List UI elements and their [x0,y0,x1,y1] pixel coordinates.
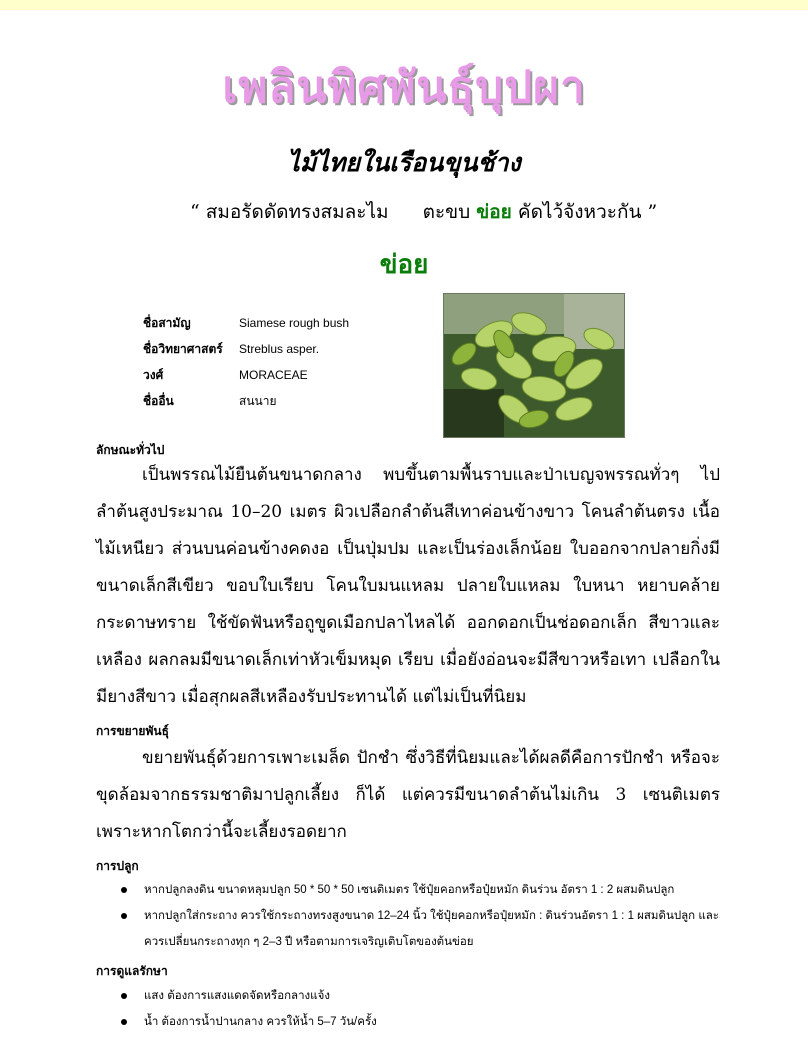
list-item: หากปลูกลงดิน ขนาดหลุมปลูก 50 * 50 * 50 เซนติเมตร ใช้ปุ๋ยคอกหรือปุ๋ยหมัก ดินร่วน อัตรา 1 : 2 ผสมดินปลูก [96,877,736,903]
info-label: ชื่อวิทยาศาสตร์ [143,341,223,356]
info-row-common-name [143,310,349,336]
info-value: Streblus asper. [239,342,320,356]
info-row-family [143,362,349,388]
propagation-description: ขยายพันธุ์ด้วยการเพาะเมล็ด ปักชำ ซึ่งวิธีที่นิยมและได้ผลดีคือการปักชำ หรือจะขุดล้อมจากธรรมชาติมาปลูกเลี้ยง ก็ได้ แต่ควรมีขนาดลำต้นไม่เกิน 3 เซนติเมตร เพราะหากโตกว่านี้จะเลี้ยงรอดยาก [96,748,720,842]
quote-highlight: ข่อย [476,201,512,223]
page-subtitle: ไม้ไทยในเรือนขุนช้าง [287,148,521,177]
section-heading-general: ลักษณะทั่วไป [96,443,165,457]
info-label: วงศ์ [143,367,164,382]
section-heading-propagation: การขยายพันธุ์ [96,724,169,738]
info-label: ชื่อสามัญ [143,315,191,330]
plant-title: ข่อย [379,250,429,280]
info-label: ชื่ออื่น [143,393,174,408]
list-item: หากปลูกใส่กระถาง ควรใช้กระถางทรงสูงขนาด 12–24 นิ้ว ใช้ปุ๋ยคอกหรือปุ๋ยหมัก : ดินร่วนอัตรา 1 : 1 ผสมดินปลูก และควรเปลี่ยนกระถางทุก ๆ 2–3 ปี หรือตามการเจริญเติบโตของต้นข่อย [96,903,736,955]
quote-part-3: คัดไว้จังหวะกัน ” [517,201,658,223]
section-heading-care: การดูแลรักษา [96,964,168,978]
list-item: น้ำ ต้องการน้ำปานกลาง ควรให้น้ำ 5–7 วัน/ครั้ง [96,1009,736,1035]
plant-photo [443,293,625,438]
top-strip [0,0,808,10]
verse-quote [190,197,657,227]
quote-part-2: ตะขบ [422,201,471,223]
section-heading-planting: การปลูก [96,859,139,873]
care-list [96,983,736,1035]
info-value: MORACEAE [239,368,308,382]
page-banner: เพลินพิศพันธุ์บุปผา [222,62,586,113]
info-value: Siamese rough bush [239,316,350,330]
general-description: เป็นพรรณไม้ยืนต้นขนาดกลาง พบขึ้นตามพื้นราบและป่าเบญจพรรณทั่วๆ ไปลำต้นสูงประมาณ 10–20 เมตร ผิวเปลือกลำต้นสีเทาค่อนข้างขาว โคนลำต้นตรง เนื้อไม้เหนียว ส่วนบนค่อนข้างคดงอ เป็นปุ่มปม และเป็นร่องเล็กน้อย ใบออกจากปลายกิ่งมีขนาดเล็กสีเขียว ขอบใบเรียบ โคนใบมนแหลม ปลายใบแหลม ใบหนา หยาบคล้ายกระดาษทราย ใช้ขัดฟันหรือถูขูดเมือกปลาไหลได้ ออกดอกเป็นช่อดอกเล็ก สีขาวและเหลือง ผลกลมมีขนาดเล็กเท่าหัวเข็มหมุด เรียบ เมื่อยังอ่อนจะมีสีขาวหรือเทา เปลือกในมียางสีขาว เมื่อสุกผลสีเหลืองรับประทานได้ แต่ไม่เป็นที่นิยม [96,465,720,707]
info-row-scientific-name [143,336,349,362]
info-row-other-names [143,388,349,414]
info-value: สนนาย [239,393,277,408]
quote-part-1: “ สมอรัดดัดทรงสมละไม [190,201,389,223]
planting-list [96,877,736,955]
plant-info-table [143,310,349,414]
list-item: แสง ต้องการแสงแดดจัดหรือกลางแจ้ง [96,983,736,1009]
